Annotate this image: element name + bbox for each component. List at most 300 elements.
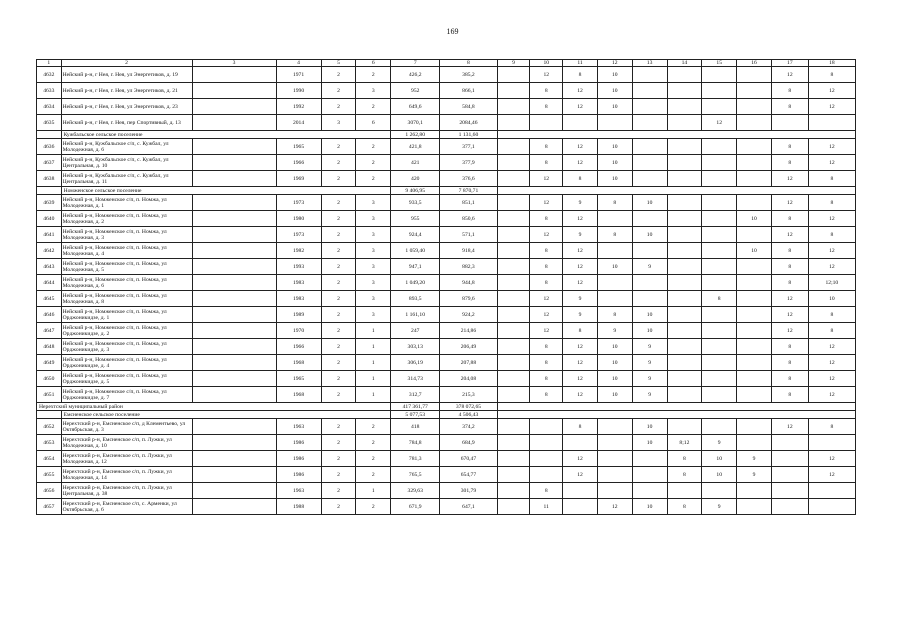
blank-cell xyxy=(37,411,62,419)
table-row xyxy=(37,115,856,131)
address-cell: Нейский р-н, г Нея, г. Нея, ул Энергетиков, д. 21 xyxy=(61,83,192,99)
blank-cell xyxy=(192,67,276,83)
value-cell xyxy=(632,139,667,155)
district-label-cell: Нерехтский муниципальный район xyxy=(37,403,391,411)
value-cell: 2 xyxy=(356,419,391,435)
table-row xyxy=(37,275,856,291)
value-cell: 8 xyxy=(530,483,563,499)
value-cell: 654,77 xyxy=(440,467,497,483)
value-cell xyxy=(702,307,737,323)
value-cell: 10 xyxy=(597,371,632,387)
value-cell: 6 xyxy=(356,115,391,131)
value-cell xyxy=(667,275,702,291)
value-cell xyxy=(667,243,702,259)
value-cell: 8 xyxy=(771,371,808,387)
value-cell: 955 xyxy=(391,211,440,227)
address-cell: Нерехтский р-н, Емсненское с/п, п. Лужки, ул Молодежная, д. 14 xyxy=(61,467,192,483)
year-cell: 1980 xyxy=(276,211,321,227)
year-cell: 1969 xyxy=(276,171,321,187)
value-cell xyxy=(563,483,598,499)
value-cell xyxy=(702,419,737,435)
value-cell: 2 xyxy=(321,259,356,275)
value-cell: 8 xyxy=(771,83,808,99)
subtotal-row xyxy=(37,131,856,139)
row-number-cell: 4651 xyxy=(37,387,62,403)
value-cell xyxy=(808,115,855,131)
value-cell: 12 xyxy=(530,323,563,339)
value-cell: 12 xyxy=(808,155,855,171)
value-cell: 8 xyxy=(530,243,563,259)
value-cell xyxy=(497,339,530,355)
value-cell xyxy=(737,67,772,83)
value-cell: 2 xyxy=(356,67,391,83)
value-cell: 12 xyxy=(771,291,808,307)
value-cell xyxy=(632,467,667,483)
year-cell: 1965 xyxy=(276,371,321,387)
header-cell: 4 xyxy=(276,60,321,67)
header-cell: 1 xyxy=(37,60,62,67)
value-cell: 377,9 xyxy=(440,155,497,171)
value-cell: 12 xyxy=(563,371,598,387)
value-cell: 3 xyxy=(356,259,391,275)
table-row xyxy=(37,339,856,355)
value-cell: 2 xyxy=(321,355,356,371)
value-cell: 2 xyxy=(321,323,356,339)
value-cell xyxy=(497,371,530,387)
year-cell: 1965 xyxy=(276,139,321,155)
value-cell xyxy=(530,435,563,451)
blank-cell xyxy=(192,171,276,187)
header-cell: 18 xyxy=(808,60,855,67)
value-cell: 781,3 xyxy=(391,451,440,467)
blank-cell xyxy=(497,131,855,139)
year-cell: 1986 xyxy=(276,451,321,467)
year-cell: 1966 xyxy=(276,155,321,171)
value-cell xyxy=(808,435,855,451)
value-cell xyxy=(702,355,737,371)
value-cell: 247 xyxy=(391,323,440,339)
value-cell: 215,3 xyxy=(440,387,497,403)
value-cell xyxy=(563,435,598,451)
value-cell xyxy=(702,483,737,499)
value-cell xyxy=(808,499,855,515)
value-cell xyxy=(497,171,530,187)
value-cell: 8 xyxy=(771,139,808,155)
value-cell xyxy=(737,483,772,499)
value-cell: 8 xyxy=(771,355,808,371)
year-cell: 1990 xyxy=(276,83,321,99)
value-cell xyxy=(632,99,667,115)
value-cell xyxy=(667,307,702,323)
value-cell xyxy=(667,115,702,131)
value-cell: 10 xyxy=(808,291,855,307)
value-cell: 924,4 xyxy=(391,227,440,243)
address-cell: Нейский р-н, Номженское с/п, п. Номжа, ул Орджоникидзе, д. 4 xyxy=(61,355,192,371)
value-cell xyxy=(667,387,702,403)
value-cell xyxy=(497,99,530,115)
blank-cell xyxy=(192,371,276,387)
value-cell: 12;10 xyxy=(808,275,855,291)
value-cell: 647,1 xyxy=(440,499,497,515)
address-cell: Нейский р-н, Номженское с/п, п. Номжа, ул Орджоникидзе, д. 5 xyxy=(61,371,192,387)
value-cell xyxy=(497,243,530,259)
value-cell: 8 xyxy=(808,195,855,211)
value-cell xyxy=(667,371,702,387)
value-cell xyxy=(632,83,667,99)
row-number-cell: 4636 xyxy=(37,139,62,155)
value-cell: 2 xyxy=(356,155,391,171)
year-cell: 1971 xyxy=(276,67,321,83)
row-number-cell: 4652 xyxy=(37,419,62,435)
value-cell: 10 xyxy=(737,243,772,259)
value-cell xyxy=(632,211,667,227)
table-row xyxy=(37,139,856,155)
year-cell: 1988 xyxy=(276,499,321,515)
value-cell: 12 xyxy=(530,227,563,243)
value-cell: 10 xyxy=(632,227,667,243)
value-cell xyxy=(497,291,530,307)
header-cell: 2 xyxy=(61,60,192,67)
row-number-cell: 4635 xyxy=(37,115,62,131)
value-cell xyxy=(737,275,772,291)
value-cell xyxy=(597,451,632,467)
blank-cell xyxy=(192,195,276,211)
blank-cell xyxy=(192,483,276,499)
value-cell: 2 xyxy=(321,211,356,227)
table-row xyxy=(37,227,856,243)
value-cell xyxy=(702,259,737,275)
value-cell: 2 xyxy=(321,387,356,403)
blank-cell xyxy=(192,243,276,259)
value-cell: 426,2 xyxy=(391,67,440,83)
blank-cell xyxy=(192,307,276,323)
value-cell xyxy=(497,67,530,83)
value-cell xyxy=(667,99,702,115)
value-cell xyxy=(597,275,632,291)
table-row xyxy=(37,171,856,187)
row-number-cell: 4641 xyxy=(37,227,62,243)
value-cell xyxy=(667,211,702,227)
value-cell xyxy=(530,451,563,467)
header-row xyxy=(37,60,856,67)
value-cell xyxy=(563,499,598,515)
value-cell xyxy=(702,195,737,211)
value-cell: 850,6 xyxy=(440,211,497,227)
value-cell: 12 xyxy=(771,67,808,83)
value-cell: 8 xyxy=(530,139,563,155)
value-cell: 9 xyxy=(632,355,667,371)
value-cell: 8 xyxy=(597,195,632,211)
value-cell: 8 xyxy=(771,155,808,171)
value-cell: 2 xyxy=(356,139,391,155)
address-cell: Нейский р-н, Номженское с/п, п. Номжа, ул Молодежная, д. 1 xyxy=(61,195,192,211)
value-cell: 2 xyxy=(321,291,356,307)
row-number-cell: 4644 xyxy=(37,275,62,291)
address-cell: Нейский р-н, Номженское с/п, п. Номжа, ул Молодежная, д. 2 xyxy=(61,211,192,227)
value-cell xyxy=(497,83,530,99)
value-cell xyxy=(530,419,563,435)
header-cell: 14 xyxy=(667,60,702,67)
value-cell: 377,1 xyxy=(440,139,497,155)
value-cell: 2 xyxy=(321,99,356,115)
value-cell xyxy=(667,259,702,275)
table-row xyxy=(37,499,856,515)
value-cell: 374,2 xyxy=(440,419,497,435)
subtotal-row xyxy=(37,187,856,195)
value-cell: 8 xyxy=(808,323,855,339)
value-cell: 9 xyxy=(563,195,598,211)
row-number-cell: 4638 xyxy=(37,171,62,187)
value-cell: 8 xyxy=(667,451,702,467)
value-cell: 8 xyxy=(667,467,702,483)
value-cell: 3 xyxy=(321,115,356,131)
value-cell xyxy=(737,139,772,155)
value-cell xyxy=(497,323,530,339)
value-cell: 12 xyxy=(771,195,808,211)
value-cell: 8 xyxy=(771,99,808,115)
address-cell: Нейский р-н, Номженское с/п, п. Номжа, ул Орджоникидзе, д. 2 xyxy=(61,323,192,339)
value-cell: 765,5 xyxy=(391,467,440,483)
value-cell: 944,8 xyxy=(440,275,497,291)
blank-cell xyxy=(192,99,276,115)
value-cell: 8 xyxy=(530,339,563,355)
value-cell: 12 xyxy=(563,83,598,99)
table-row xyxy=(37,467,856,483)
value-cell: 10 xyxy=(597,139,632,155)
value-cell xyxy=(702,171,737,187)
value-cell xyxy=(667,155,702,171)
value-cell xyxy=(632,275,667,291)
value-cell xyxy=(702,139,737,155)
value-cell xyxy=(667,227,702,243)
value-cell xyxy=(497,483,530,499)
value-cell: 10 xyxy=(632,307,667,323)
value-cell xyxy=(497,195,530,211)
value-cell xyxy=(497,139,530,155)
value-cell: 2 xyxy=(321,371,356,387)
value-cell: 8 xyxy=(563,419,598,435)
address-cell: Нерехтский р-н, Емсненское с/п, п. Лужки, ул Центральная, д. 38 xyxy=(61,483,192,499)
value-cell: 376,6 xyxy=(440,171,497,187)
value-cell: 2 xyxy=(321,83,356,99)
value-cell xyxy=(737,435,772,451)
value-cell xyxy=(737,371,772,387)
value-cell xyxy=(632,155,667,171)
value-cell: 3 xyxy=(356,195,391,211)
value-cell: 2 xyxy=(321,243,356,259)
value-cell: 2 xyxy=(321,451,356,467)
blank-cell xyxy=(192,83,276,99)
value-cell: 206,49 xyxy=(440,339,497,355)
year-cell: 1970 xyxy=(276,323,321,339)
value-cell: 12 xyxy=(530,67,563,83)
total-area-cell: 1 262,80 xyxy=(391,131,440,139)
value-cell: 8 xyxy=(771,259,808,275)
value-cell: 1 049,20 xyxy=(391,275,440,291)
table-row xyxy=(37,323,856,339)
blank-cell xyxy=(192,435,276,451)
value-cell: 12 xyxy=(563,275,598,291)
blank-cell xyxy=(192,211,276,227)
value-cell: 10 xyxy=(702,451,737,467)
address-cell: Нерехтский р-н, Емсненское с/п, п. Лужки, ул Молодежная, д. 12 xyxy=(61,451,192,467)
value-cell: 10 xyxy=(597,387,632,403)
value-cell xyxy=(702,371,737,387)
value-cell: 8 xyxy=(530,99,563,115)
value-cell: 8 xyxy=(771,387,808,403)
value-cell: 9 xyxy=(597,323,632,339)
value-cell: 10 xyxy=(597,99,632,115)
header-cell: 9 xyxy=(497,60,530,67)
page-number: 169 xyxy=(446,27,459,36)
value-cell: 12 xyxy=(808,259,855,275)
address-cell: Нейский р-н, Номженское с/п, п. Номжа, ул Орджоникидзе, д. 3 xyxy=(61,339,192,355)
value-cell xyxy=(737,259,772,275)
value-cell: 9 xyxy=(632,259,667,275)
value-cell: 2 xyxy=(321,227,356,243)
table-row xyxy=(37,387,856,403)
value-cell xyxy=(497,467,530,483)
blank-cell xyxy=(192,259,276,275)
value-cell: 879,6 xyxy=(440,291,497,307)
value-cell xyxy=(497,259,530,275)
value-cell: 9 xyxy=(632,387,667,403)
value-cell: 312,7 xyxy=(391,387,440,403)
row-number-cell: 4649 xyxy=(37,355,62,371)
value-cell: 204,08 xyxy=(440,371,497,387)
value-cell: 12 xyxy=(808,451,855,467)
value-cell: 2 xyxy=(321,499,356,515)
value-cell xyxy=(702,323,737,339)
district-row xyxy=(37,403,856,411)
value-cell xyxy=(667,171,702,187)
value-cell: 10 xyxy=(597,259,632,275)
value-cell xyxy=(497,211,530,227)
value-cell: 12 xyxy=(808,467,855,483)
row-number-cell: 4653 xyxy=(37,435,62,451)
table-row xyxy=(37,195,856,211)
year-cell: 2014 xyxy=(276,115,321,131)
value-cell xyxy=(497,435,530,451)
value-cell: 10 xyxy=(737,211,772,227)
blank-cell xyxy=(192,499,276,515)
value-cell xyxy=(737,83,772,99)
value-cell: 9 xyxy=(702,499,737,515)
value-cell: 9 xyxy=(563,291,598,307)
table-row xyxy=(37,371,856,387)
year-cell: 1963 xyxy=(276,483,321,499)
value-cell: 952 xyxy=(391,83,440,99)
value-cell: 8;12 xyxy=(667,435,702,451)
value-cell: 1 161,10 xyxy=(391,307,440,323)
value-cell xyxy=(497,227,530,243)
year-cell: 1983 xyxy=(276,275,321,291)
blank-cell xyxy=(497,403,855,411)
value-cell: 9 xyxy=(632,371,667,387)
value-cell: 3 xyxy=(356,211,391,227)
value-cell xyxy=(497,307,530,323)
row-number-cell: 4637 xyxy=(37,155,62,171)
value-cell: 12 xyxy=(563,387,598,403)
value-cell xyxy=(771,435,808,451)
header-cell: 10 xyxy=(530,60,563,67)
header-cell: 8 xyxy=(440,60,497,67)
value-cell xyxy=(737,155,772,171)
value-cell: 12 xyxy=(563,259,598,275)
row-number-cell: 4656 xyxy=(37,483,62,499)
value-cell: 8 xyxy=(808,171,855,187)
row-number-cell: 4642 xyxy=(37,243,62,259)
value-cell: 8 xyxy=(530,83,563,99)
value-cell: 1 xyxy=(356,339,391,355)
value-cell: 12 xyxy=(771,323,808,339)
value-cell xyxy=(597,435,632,451)
address-cell: Нейский р-н, Кужбальское с/п, с. Кужбал, ул Молодежная, д. 6 xyxy=(61,139,192,155)
living-area-cell: 4 506,43 xyxy=(440,411,497,419)
row-number-cell: 4634 xyxy=(37,99,62,115)
year-cell: 1993 xyxy=(276,259,321,275)
year-cell: 1968 xyxy=(276,355,321,371)
value-cell: 12 xyxy=(563,467,598,483)
blank-cell xyxy=(192,275,276,291)
value-cell xyxy=(497,115,530,131)
value-cell: 924,2 xyxy=(440,307,497,323)
value-cell: 2 xyxy=(321,467,356,483)
address-cell: Нейский р-н, Номженское с/п, п. Номжа, ул Молодежная, д. 6 xyxy=(61,275,192,291)
value-cell: 784,8 xyxy=(391,435,440,451)
value-cell: 420 xyxy=(391,171,440,187)
value-cell: 301,79 xyxy=(440,483,497,499)
value-cell: 12 xyxy=(808,211,855,227)
value-cell: 421,8 xyxy=(391,139,440,155)
value-cell: 8 xyxy=(530,371,563,387)
row-number-cell: 4657 xyxy=(37,499,62,515)
header-cell: 13 xyxy=(632,60,667,67)
value-cell: 8 xyxy=(808,307,855,323)
value-cell xyxy=(667,339,702,355)
value-cell xyxy=(702,83,737,99)
value-cell: 12 xyxy=(563,243,598,259)
value-cell: 684,9 xyxy=(440,435,497,451)
header-cell: 11 xyxy=(563,60,598,67)
value-cell: 9 xyxy=(563,307,598,323)
value-cell: 2 xyxy=(356,435,391,451)
value-cell: 649,6 xyxy=(391,99,440,115)
header-cell: 5 xyxy=(321,60,356,67)
value-cell: 9 xyxy=(563,227,598,243)
value-cell xyxy=(563,115,598,131)
row-number-cell: 4648 xyxy=(37,339,62,355)
table-row xyxy=(37,291,856,307)
value-cell xyxy=(771,467,808,483)
value-cell xyxy=(632,483,667,499)
value-cell: 2 xyxy=(321,139,356,155)
value-cell: 10 xyxy=(597,67,632,83)
value-cell xyxy=(597,483,632,499)
value-cell: 12 xyxy=(808,139,855,155)
row-number-cell: 4646 xyxy=(37,307,62,323)
table-body xyxy=(37,60,856,515)
address-cell: Нейский р-н, г Нея, г. Нея, ул Энергетиков, д. 19 xyxy=(61,67,192,83)
value-cell: 12 xyxy=(563,139,598,155)
table-row xyxy=(37,435,856,451)
year-cell: 1986 xyxy=(276,435,321,451)
value-cell: 3 xyxy=(356,291,391,307)
value-cell xyxy=(667,83,702,99)
table-row xyxy=(37,83,856,99)
blank-cell xyxy=(37,187,62,195)
value-cell xyxy=(737,291,772,307)
